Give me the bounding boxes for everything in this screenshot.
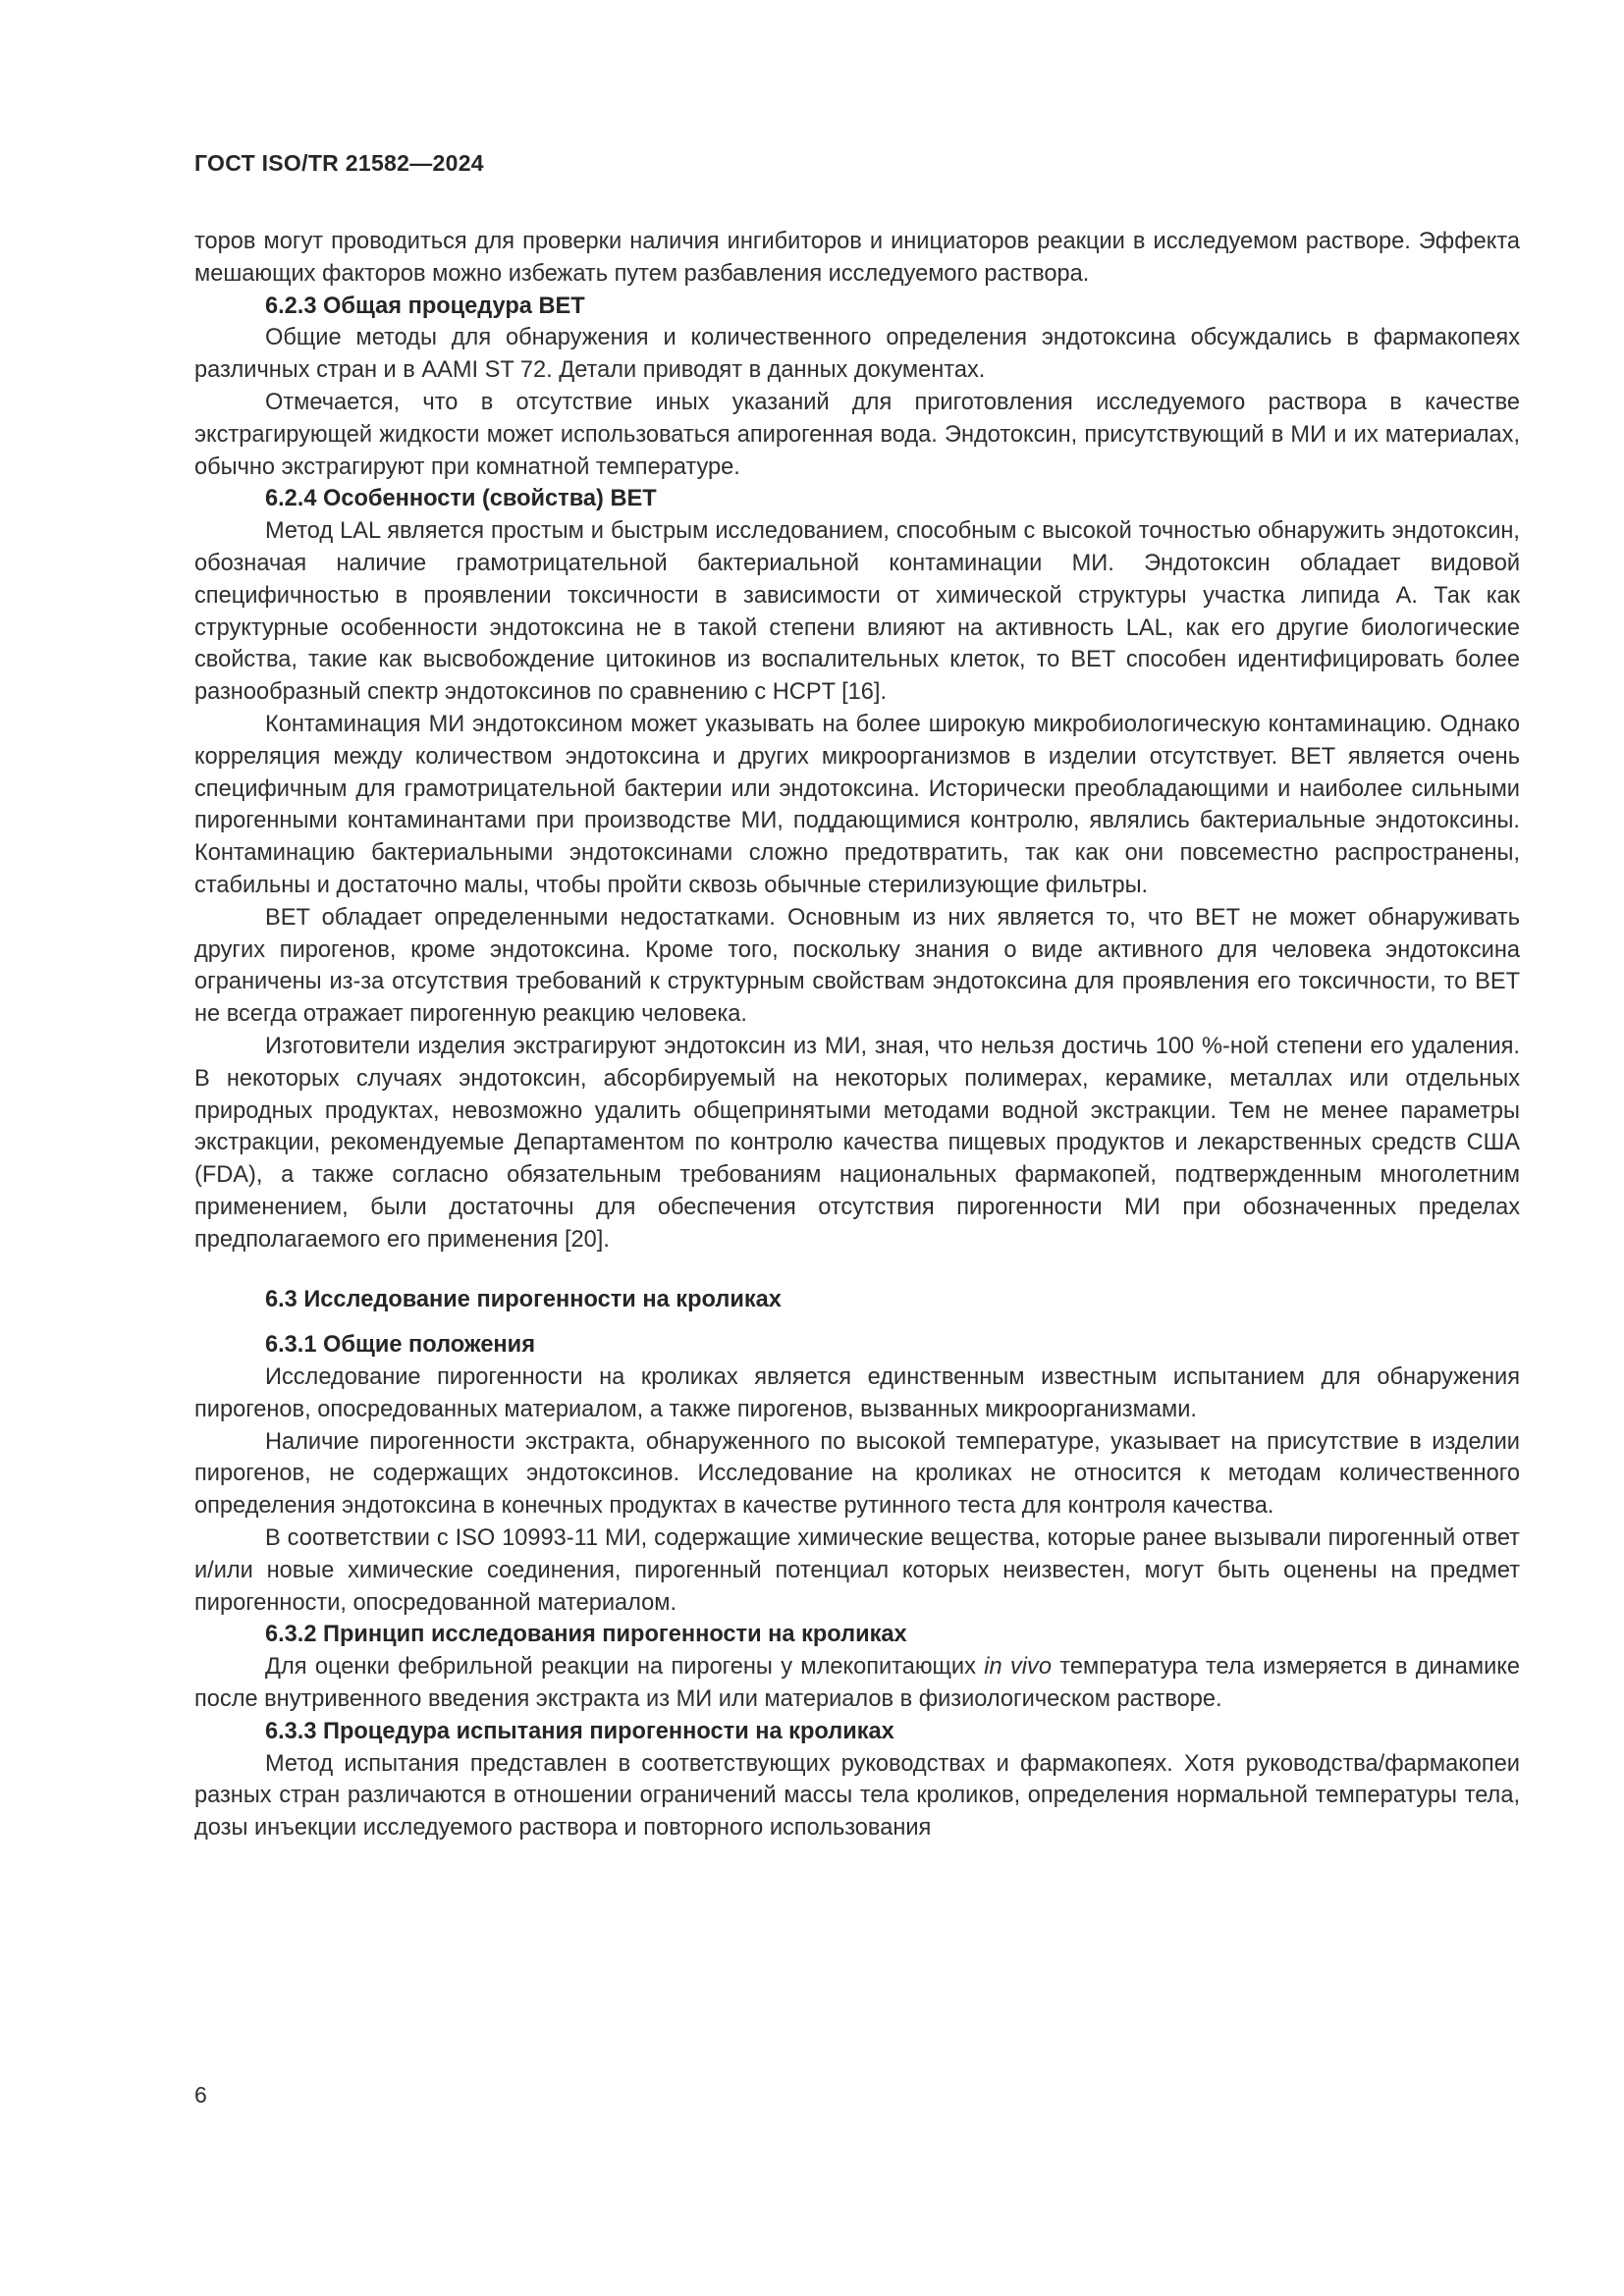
section-heading-6-3-2: 6.3.2 Принцип исследования пирогенности на кроликах	[265, 1622, 907, 1648]
paragraph: Общие методы для обнаружения и количественного определения эндотоксина обсуждались в фармакопеях различных стран и в AAMI ST 72. Детали приводят в данных документах.	[194, 325, 1520, 384]
paragraph: Контаминация МИ эндотоксином может указывать на более широкую микробиологическую контаминацию. Однако корреляция между количеством эндотоксина и других микроорганизмов в изделии отсутствует. BET является очень специфичным для грамотрицательной бактерии или эндотоксина. Исторически преобладающими и наиболее сильными пирогенными контаминантами при производстве МИ, поддающимися контролю, являлись бактериальные эндотоксины. Контаминацию бактериальными эндотоксинами сложно предотвратить, так как они повсеместно распространены, стабильны и достаточно малы, чтобы пройти сквозь обычные стерилизующие фильтры.	[194, 711, 1520, 898]
paragraph-continued: торов могут проводиться для проверки наличия ингибиторов и инициаторов реакции в исследуемом растворе. Эффекта мешающих факторов можно избежать путем разбавления исследуемого раствора.	[194, 229, 1520, 287]
document-body	[194, 226, 1520, 1844]
paragraph: BET обладает определенными недостатками. Основным из них является то, что BET не может обнаруживать других пирогенов, кроме эндотоксина. Кроме того, поскольку знания о виде активного для человека эндотоксина ограничены из-за отсутствия требований к структурным свойствам эндотоксина для проявления его токсичности, то BET не всегда отражает пирогенную реакцию человека.	[194, 904, 1520, 1028]
section-heading-6-3-3: 6.3.3 Процедура испытания пирогенности на кроликах	[265, 1718, 894, 1744]
section-heading-6-3-1: 6.3.1 Общие положения	[265, 1332, 535, 1359]
paragraph: Исследование пирогенности на кроликах является единственным известным испытанием для обнаружения пирогенов, опосредованных материалом, а также пирогенов, вызванных микроорганизмами.	[194, 1364, 1520, 1422]
paragraph: В соответствии с ISO 10993-11 МИ, содержащие химические вещества, которые ранее вызывали пирогенный ответ и/или новые химические соединения, пирогенный потенциал которых неизвестен, могут быть оценены на предмет пирогенности, опосредованной материалом.	[194, 1525, 1520, 1616]
standard-designation: ГОСТ ISO/TR 21582—2024	[194, 150, 484, 176]
document-page	[194, 0, 1520, 2296]
paragraph: Метод LAL является простым и быстрым исследованием, способным с высокой точностью обнаружить эндотоксин, обозначая наличие грамотрицательной бактериальной контаминации МИ. Эндотоксин обладает видовой специфичностью в проявлении токсичности в зависимости от химической структуры участка липида А. Так как структурные особенности эндотоксина не в такой степени влияют на активность LAL, как его другие биологические свойства, такие как высвобождение цитокинов из воспалительных клеток, то BET способен идентифицировать более разнообразный спектр эндотоксинов по сравнению с HCPT [16].	[194, 518, 1520, 706]
paragraph: Метод испытания представлен в соответствующих руководствах и фармакопеях. Хотя руководства/фармакопеи разных стран различаются в отношении ограничений массы тела кроликов, определения нормальной температуры тела, дозы инъекции исследуемого раствора и повторного использования	[194, 1750, 1520, 1842]
paragraph: Отмечается, что в отсутствие иных указаний для приготовления исследуемого раствора в качестве экстрагирующей жидкости может использоваться апирогенная вода. Эндотоксин, присутствующий в МИ и их материалах, обычно экстрагируют при комнатной температуре.	[194, 389, 1520, 480]
section-heading-6-2-4: 6.2.4 Особенности (свойства) BET	[265, 486, 657, 512]
page-number: 6	[194, 2082, 207, 2108]
paragraph-text: Для оценки фебрильной реакции на пирогены у млекопитающих	[265, 1654, 985, 1681]
paragraph	[194, 1651, 1520, 1716]
section-heading-6-3: 6.3 Исследование пирогенности на кроликах	[265, 1286, 782, 1312]
paragraph-text: температура тела измеряется в динамике после внутривенного введения экстракта из МИ или материалов в физиологическом растворе.	[194, 1654, 1520, 1713]
paragraph: Изготовители изделия экстрагируют эндотоксин из МИ, зная, что нельзя достичь 100 %-ной степени его удаления. В некоторых случаях эндотоксин, абсорбируемый на некоторых полимерах, керамике, металлах или отдельных природных продуктах, невозможно удалить общепринятыми методами водной экстракции. Тем не менее параметры экстракции, рекомендуемые Департаментом по контролю качества пищевых продуктов и лекарственных средств США (FDA), а также согласно обязательным требованиям национальных фармакопей, подтвержденным многолетним применением, были достаточны для обеспечения отсутствия пирогенности МИ при обозначенных пределах предполагаемого его применения [20].	[194, 1033, 1520, 1253]
section-heading-6-2-3: 6.2.3 Общая процедура BET	[265, 293, 585, 319]
italic-term: in vivo	[984, 1654, 1052, 1681]
paragraph: Наличие пирогенности экстракта, обнаруженного по высокой температуре, указывает на присутствие в изделии пирогенов, не содержащих эндотоксинов. Исследование на кроликах не относится к методам количественного определения эндотоксина в конечных продуктах в качестве рутинного теста для контроля качества.	[194, 1428, 1520, 1520]
